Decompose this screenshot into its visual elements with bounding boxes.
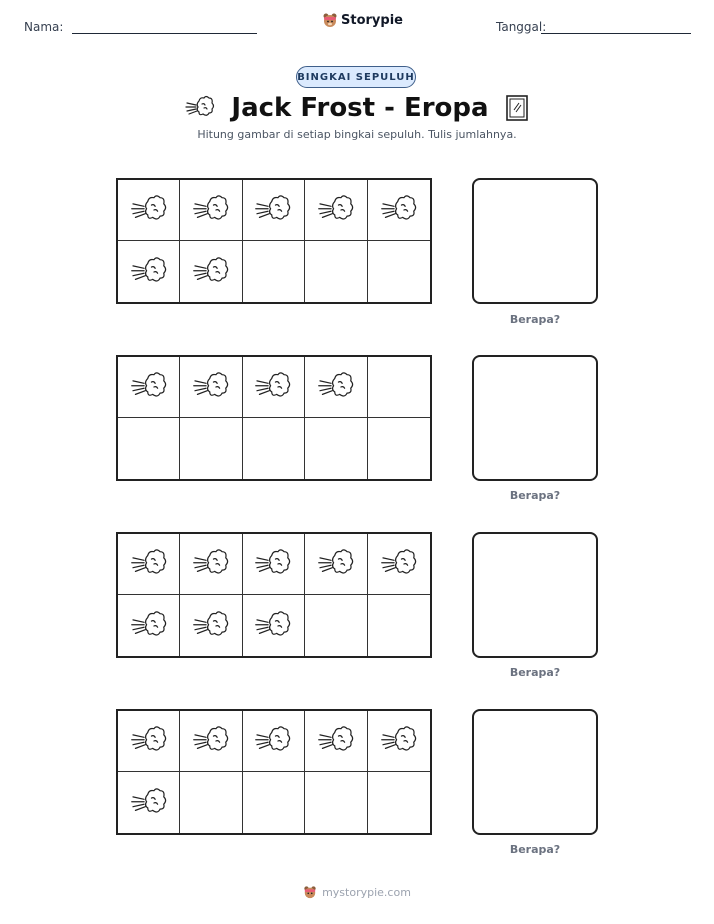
- frame-cell: [243, 711, 305, 772]
- answer-box-1[interactable]: [472, 178, 598, 304]
- frame-cell: [368, 418, 430, 479]
- wind-cloud-icon: [316, 548, 356, 580]
- wind-cloud-icon: [316, 371, 356, 403]
- instructions: Hitung gambar di setiap bingkai sepuluh. Tulis jumlahnya.: [197, 128, 517, 141]
- wind-cloud-icon: [129, 610, 169, 642]
- wind-cloud-icon: [129, 256, 169, 288]
- ten-frame-4: [116, 709, 432, 835]
- answer-box-3[interactable]: [472, 532, 598, 658]
- name-line[interactable]: [72, 33, 257, 34]
- wind-cloud-icon: [253, 194, 293, 226]
- date-label: Tanggal:: [496, 20, 547, 34]
- frame-cell: [118, 180, 180, 241]
- wind-cloud-icon: [253, 725, 293, 757]
- frame-cell: [180, 418, 242, 479]
- frame-cell: [305, 241, 367, 302]
- worksheet-header: [0, 0, 714, 60]
- frame-cell: [243, 534, 305, 595]
- wind-cloud-icon: [191, 194, 231, 226]
- wind-cloud-icon: [253, 548, 293, 580]
- frame-cell: [243, 772, 305, 833]
- brand-name: Storypie: [341, 12, 403, 28]
- wind-cloud-icon: [185, 95, 215, 121]
- frame-cell: [243, 418, 305, 479]
- frame-cell: [118, 711, 180, 772]
- ten-frame-2: [116, 355, 432, 481]
- wind-cloud-icon: [129, 725, 169, 757]
- frame-cell: [243, 595, 305, 656]
- wind-cloud-icon: [316, 725, 356, 757]
- frame-cell: [118, 772, 180, 833]
- answer-label-1: Berapa?: [509, 313, 561, 326]
- title-row: [0, 91, 714, 125]
- wind-cloud-icon: [129, 194, 169, 226]
- frame-cell: [305, 418, 367, 479]
- frame-cell: [305, 357, 367, 418]
- frame-cell: [368, 595, 430, 656]
- frame-cell: [118, 241, 180, 302]
- worksheet-type-badge: BINGKAI SEPULUH: [296, 66, 416, 88]
- frame-cell: [118, 357, 180, 418]
- frame-cell: [368, 241, 430, 302]
- frame-cell: [243, 241, 305, 302]
- frame-cell: [180, 357, 242, 418]
- wind-cloud-icon: [253, 610, 293, 642]
- footer: [0, 885, 714, 899]
- frame-cell: [180, 595, 242, 656]
- frame-cell: [180, 241, 242, 302]
- wind-cloud-icon: [191, 256, 231, 288]
- frame-cell: [118, 595, 180, 656]
- frame-cell: [368, 534, 430, 595]
- answer-label-2: Berapa?: [509, 489, 561, 502]
- frame-cell: [305, 595, 367, 656]
- frame-cell: [305, 711, 367, 772]
- ten-frame-3: [116, 532, 432, 658]
- frame-cell: [180, 534, 242, 595]
- answer-box-4[interactable]: [472, 709, 598, 835]
- frame-cell: [243, 357, 305, 418]
- wind-cloud-icon: [191, 371, 231, 403]
- wind-cloud-icon: [191, 610, 231, 642]
- answer-label-3: Berapa?: [509, 666, 561, 679]
- frame-cell: [305, 772, 367, 833]
- frame-cell: [180, 711, 242, 772]
- wind-cloud-icon: [379, 194, 419, 226]
- wind-cloud-icon: [253, 371, 293, 403]
- frame-cell: [243, 180, 305, 241]
- frame-cell: [368, 711, 430, 772]
- wind-cloud-icon: [129, 548, 169, 580]
- mirror-icon: [505, 94, 529, 122]
- frame-cell: [368, 772, 430, 833]
- frame-cell: [118, 418, 180, 479]
- wind-cloud-icon: [316, 194, 356, 226]
- frame-cell: [305, 180, 367, 241]
- bear-mascot-icon: [303, 885, 317, 899]
- wind-cloud-icon: [129, 787, 169, 819]
- frame-cell: [305, 534, 367, 595]
- bear-mascot-icon: [322, 12, 338, 28]
- brand-logo: [322, 12, 403, 28]
- wind-cloud-icon: [129, 371, 169, 403]
- date-line[interactable]: [541, 33, 691, 34]
- frame-cell: [368, 357, 430, 418]
- wind-cloud-icon: [191, 548, 231, 580]
- wind-cloud-icon: [191, 725, 231, 757]
- frame-cell: [180, 180, 242, 241]
- answer-label-4: Berapa?: [509, 843, 561, 856]
- ten-frame-1: [116, 178, 432, 304]
- answer-box-2[interactable]: [472, 355, 598, 481]
- wind-cloud-icon: [379, 725, 419, 757]
- page-title: Jack Frost - Eropa: [231, 93, 489, 123]
- frame-cell: [118, 534, 180, 595]
- frame-cell: [368, 180, 430, 241]
- frame-cell: [180, 772, 242, 833]
- name-label: Nama:: [24, 20, 64, 34]
- footer-url: mystorypie.com: [322, 885, 411, 899]
- wind-cloud-icon: [379, 548, 419, 580]
